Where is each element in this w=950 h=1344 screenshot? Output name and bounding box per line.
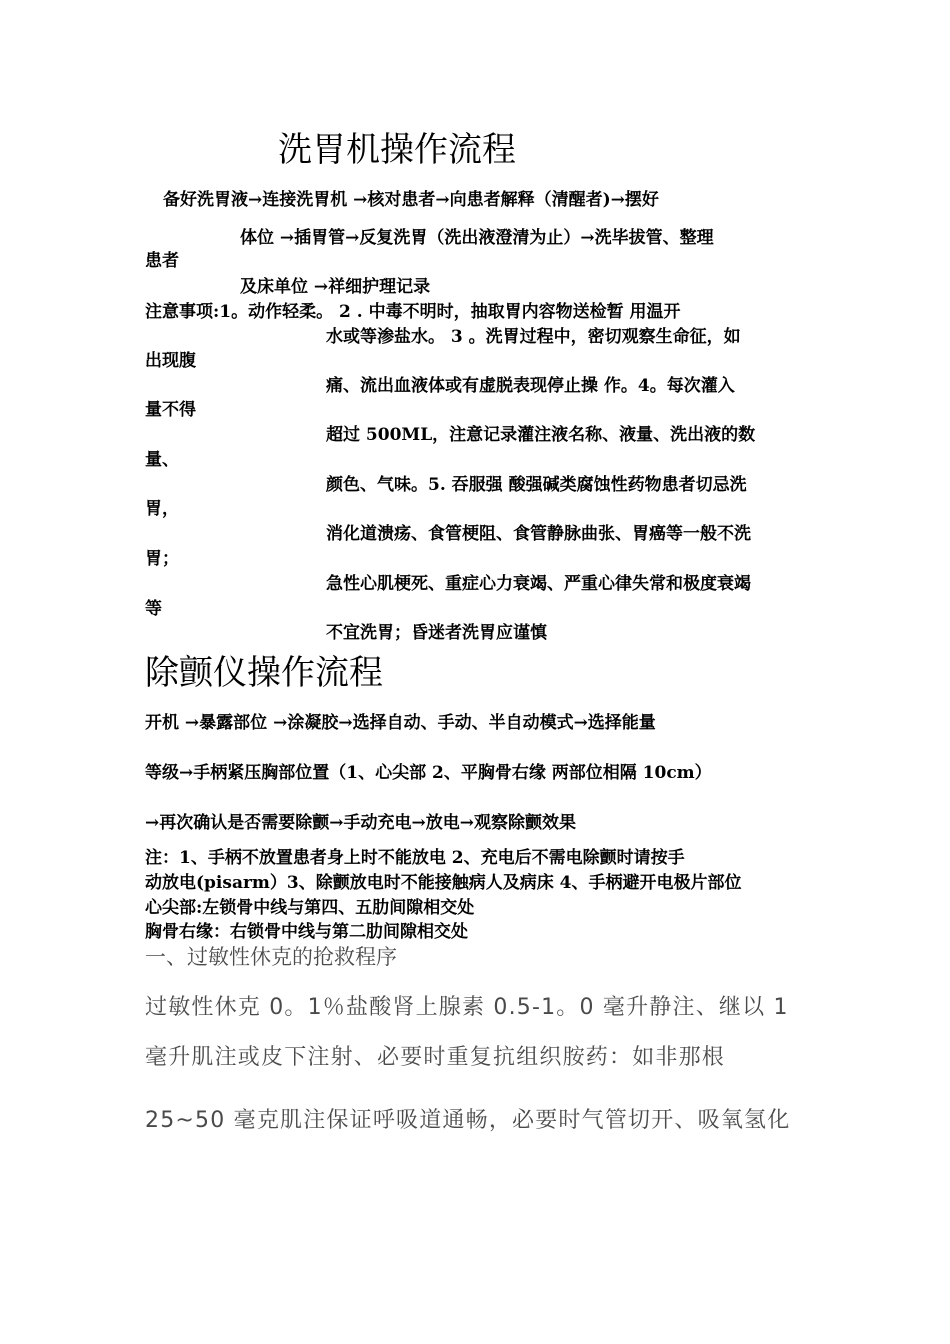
gastric-notes-line-4-wrap: 量、 [145, 450, 179, 470]
anaphylaxis-heading: 一、过敏性休克的抢救程序 [145, 945, 397, 969]
gastric-notes-line-8: 不宜洗胃；昏迷者洗胃应谨慎 [326, 623, 547, 643]
anaphylaxis-line-2: 毫升肌注或皮下注射、必要时重复抗组织胺药：如非那根 [145, 1045, 726, 1070]
defib-step-line-2: 等级→手柄紧压胸部位置（1、心尖部 2、平胸骨右缘 两部位相隔 10cm） [145, 763, 712, 783]
anaphylaxis-line-3: 25~50 毫克肌注保证呼吸道通畅，必要时气管切开、吸氧氢化 [145, 1108, 791, 1133]
gastric-lavage-title: 洗胃机操作流程 [278, 130, 516, 170]
defib-step-line-1: 开机 →暴露部位 →涂凝胶→选择自动、手动、半自动模式→选择能量 [145, 713, 656, 733]
gastric-notes-line-7: 急性心肌梗死、重症心力衰竭、严重心律失常和极度衰竭 [326, 574, 751, 594]
defib-apex-position: 心尖部:左锁骨中线与第四、五肋间隙相交处 [145, 898, 475, 918]
defib-step-line-3: →再次确认是否需要除颤→手动充电→放电→观察除颤效果 [145, 813, 576, 833]
gastric-notes-line-5-wrap: 胃， [145, 499, 179, 519]
gastric-notes-line-3: 痛、流出血液体或有虚脱表现停止操 作。4。每次灌入 [326, 376, 735, 396]
gastric-notes-line-1: 注意事项:1。动作轻柔。 2 . 中毒不明时，抽取胃内容物送检暂 用温开 [145, 302, 681, 322]
gastric-step-line-2: 体位 →插胃管→反复洗胃（洗出液澄清为止）→洗毕拔管、整理 [240, 228, 714, 248]
gastric-notes-line-6: 消化道溃疡、食管梗阻、食管静脉曲张、胃癌等一般不洗 [326, 524, 751, 544]
gastric-notes-line-6-wrap: 胃； [145, 549, 179, 569]
defib-sternum-position: 胸骨右缘：右锁骨中线与第二肋间隙相交处 [145, 922, 468, 942]
gastric-notes-line-2-wrap: 出现腹 [145, 351, 196, 371]
anaphylaxis-line-1: 过敏性休克 0。1％盐酸肾上腺素 0.5-1。0 毫升静注、继以 1 [145, 995, 789, 1020]
gastric-notes-line-4: 超过 500ML，注意记录灌注液名称、液量、洗出液的数 [326, 425, 756, 445]
gastric-notes-line-2: 水或等渗盐水。 3 。洗胃过程中，密切观察生命征，如 [326, 327, 741, 347]
defib-note-line-2: 动放电(pisarm）3、除颤放电时不能接触病人及病床 4、手柄避开电极片部位 [145, 873, 742, 893]
gastric-step-line-3: 及床单位 →祥细护理记录 [240, 277, 431, 297]
gastric-notes-line-7-wrap: 等 [145, 599, 162, 619]
gastric-step-line-2-wrap: 患者 [145, 251, 179, 271]
gastric-notes-line-3-wrap: 量不得 [145, 400, 196, 420]
gastric-notes-line-5: 颜色、气味。5. 吞服强 酸强碱类腐蚀性药物患者切忌洗 [326, 475, 747, 495]
defibrillator-title: 除颤仪操作流程 [145, 653, 383, 693]
gastric-step-line-1: 备好洗胃液→连接洗胃机 →核对患者→向患者解释（清醒者)→摆好 [163, 190, 659, 210]
defib-note-line-1: 注：1、手柄不放置患者身上时不能放电 2、充电后不需电除颤时请按手 [145, 848, 685, 868]
